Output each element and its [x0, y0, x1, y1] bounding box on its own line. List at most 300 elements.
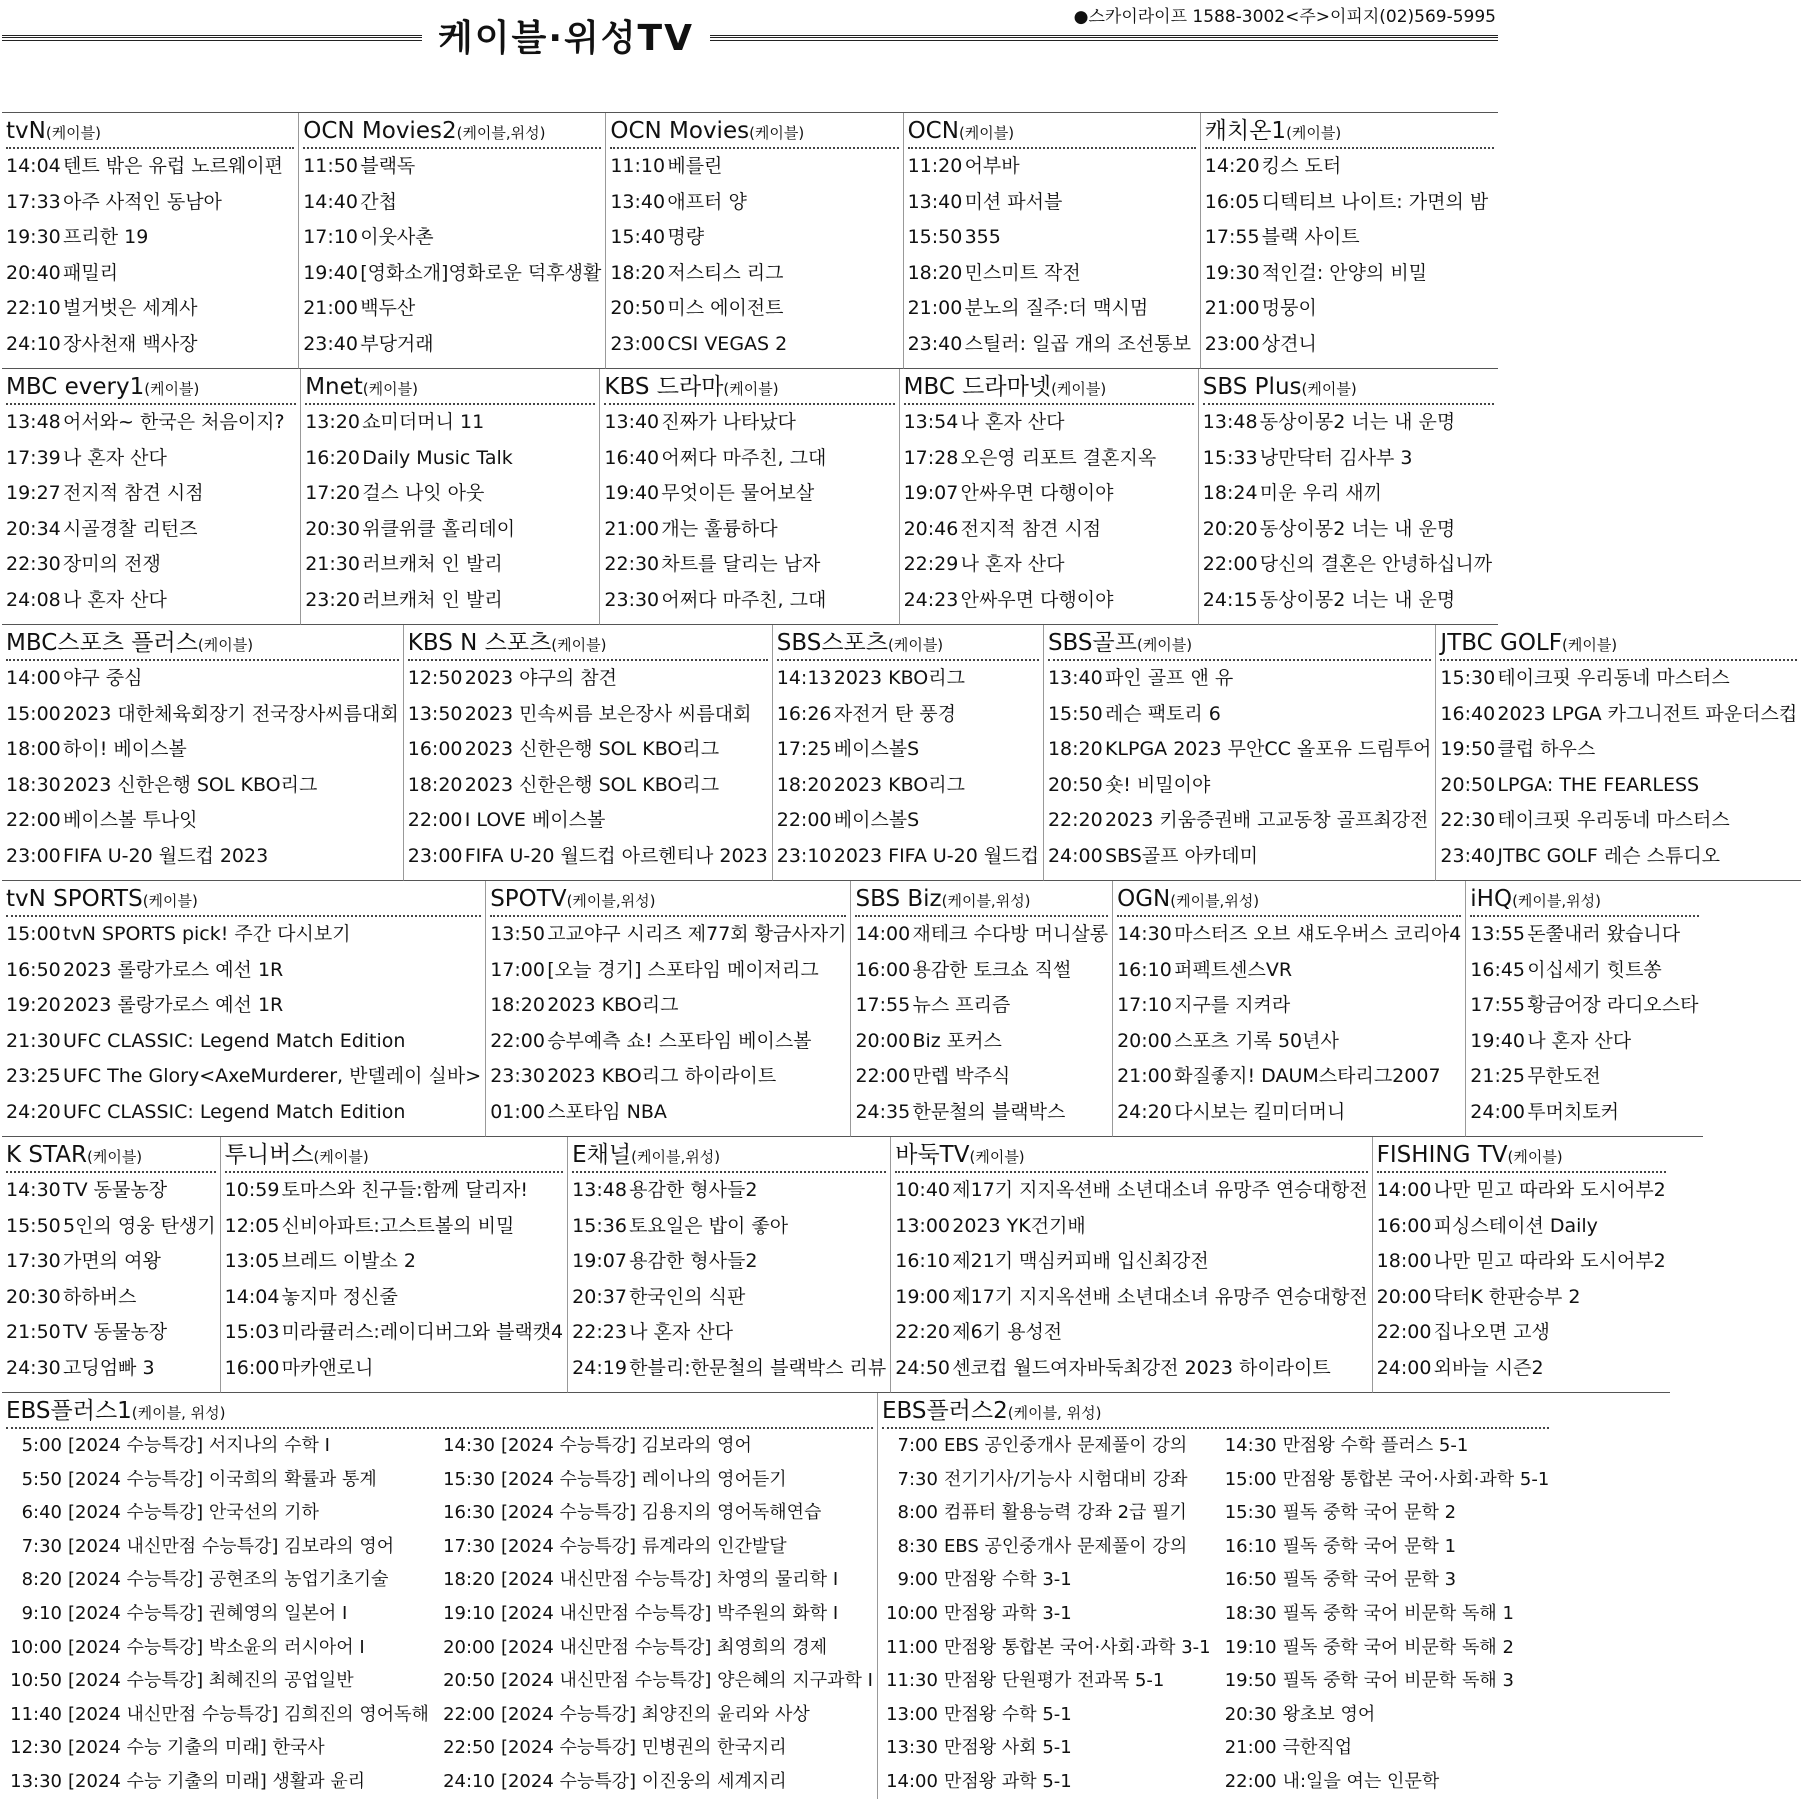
channel-name: EBS플러스2	[881, 1398, 1008, 1424]
program-time: 20:00	[1376, 1285, 1432, 1308]
program-item	[303, 220, 601, 256]
program-time: 8:30	[897, 1535, 938, 1557]
program-item	[1377, 1315, 1666, 1351]
program-title: 멍뭉이	[1261, 297, 1317, 319]
program-item	[895, 1351, 1367, 1387]
channel-column	[904, 113, 1201, 369]
program-time: 10:50	[10, 1670, 62, 1692]
program-title: 필독 중학 국어 문학 2	[1282, 1502, 1457, 1524]
program-title: 어쩌다 마주친, 그대	[661, 588, 827, 611]
program-item	[604, 405, 894, 441]
channel-header	[6, 113, 294, 149]
program-time: 13:40	[907, 190, 963, 213]
program-item	[6, 953, 481, 989]
program-time: 11:00	[886, 1636, 938, 1658]
channel-column	[301, 369, 600, 625]
program-item	[6, 1429, 429, 1463]
program-title: 2023 야구의 참견	[464, 667, 617, 689]
program-title: 민스미트 작전	[964, 261, 1081, 284]
program-title: [2024 내신만점 수능특강] 차영의 물리학 Ⅰ	[500, 1569, 839, 1591]
program-time: 12:05	[224, 1214, 280, 1237]
program-title: [영화소개]영화로운 덕후생활	[360, 261, 602, 284]
program-time: 10:00	[886, 1602, 938, 1624]
channel-name: JTBC GOLF	[1440, 630, 1562, 656]
program-title: 355	[964, 226, 1001, 248]
program-title: 2023 대한체육회장기 전국장사씨름대회	[63, 702, 399, 725]
program-title: 동상이몽2 너는 내 운명	[1259, 517, 1456, 540]
channel-note: (케이블)	[1051, 380, 1107, 398]
program-item	[572, 1315, 886, 1351]
program-item	[908, 256, 1196, 292]
channel-note: (케이블)	[313, 1148, 369, 1166]
program-item	[1377, 1173, 1666, 1209]
channel-note: (케이블,위성)	[456, 124, 546, 142]
program-time: 17:20	[305, 482, 360, 504]
program-title: 나만 믿고 따라와 도시어부2	[1433, 1179, 1666, 1201]
program-item	[6, 1315, 216, 1351]
program-title: 동상이몽2 너는 내 운명	[1259, 411, 1456, 433]
program-title: [2024 수능 기출의 미래] 생활과 윤리	[68, 1770, 366, 1792]
program-time: 13:00	[886, 1703, 938, 1725]
program-item	[882, 1429, 1211, 1463]
program-time: 22:20	[1047, 809, 1103, 831]
program-item	[572, 1173, 886, 1209]
program-time: 16:45	[1470, 958, 1526, 981]
program-time: 20:46	[903, 517, 959, 540]
channel-name: SBS골프	[1047, 630, 1137, 656]
program-time: 14:00	[1376, 1179, 1432, 1201]
program-time: 13:00	[895, 1214, 951, 1237]
program-time: 22:10	[6, 297, 61, 319]
program-title: SBS골프 아카데미	[1104, 844, 1258, 867]
channel-header	[225, 1137, 564, 1173]
program-time: 11:10	[610, 155, 666, 177]
program-item	[1117, 1095, 1461, 1131]
program-title: 개는 훌륭하다	[661, 517, 778, 540]
program-item	[855, 1095, 1108, 1131]
page-header	[0, 0, 1500, 112]
program-item	[1440, 732, 1797, 768]
program-title: 왕초보 영어	[1282, 1703, 1376, 1725]
program-time: 20:30	[1224, 1703, 1277, 1725]
channel-note: (케이블, 위성)	[1007, 1404, 1102, 1422]
program-item	[572, 1244, 886, 1280]
program-title: 무엇이든 물어보살	[661, 482, 815, 504]
program-time: 11:30	[886, 1670, 938, 1692]
program-item	[882, 1731, 1211, 1765]
program-time: 24:00	[1470, 1100, 1526, 1123]
channel-column	[1199, 369, 1498, 625]
program-time: 18:00	[1376, 1250, 1432, 1272]
program-item	[1221, 1496, 1550, 1530]
channel-note: (케이블,위성)	[941, 892, 1031, 910]
program-title: 황금어장 라디오스타	[1527, 994, 1699, 1016]
program-item	[490, 1095, 846, 1131]
program-time: 17:25	[776, 738, 832, 760]
program-time: 18:20	[776, 773, 832, 796]
program-item	[604, 547, 894, 583]
program-list	[6, 1429, 873, 1799]
program-title: 스틸러: 일곱 개의 조선통보	[964, 332, 1191, 355]
channel-header	[895, 1137, 1367, 1173]
program-item	[6, 583, 296, 619]
program-item	[882, 1664, 1211, 1698]
program-title: 동상이몽2 너는 내 운명	[1259, 588, 1456, 611]
channel-column	[878, 1393, 1553, 1799]
program-item	[1440, 768, 1797, 804]
program-item	[1205, 291, 1494, 327]
program-title: 어서와~ 한국은 처음이지?	[63, 411, 285, 433]
program-title: [2024 수능특강] 박소윤의 러시아어 Ⅰ	[68, 1636, 365, 1658]
program-title: 스포츠 기록 50년사	[1174, 1029, 1339, 1052]
program-item	[1470, 1024, 1698, 1060]
program-time: 18:20	[1047, 738, 1103, 760]
program-time: 21:00	[1224, 1737, 1277, 1759]
program-title: 백두산	[360, 297, 416, 319]
program-item	[855, 1024, 1108, 1060]
title-rule-left	[2, 35, 422, 41]
program-title: 쇼미더머니 11	[362, 411, 485, 433]
program-time: 14:04	[6, 155, 61, 177]
channel-name: OGN	[1117, 886, 1171, 912]
program-title: UFC CLASSIC: Legend Match Edition	[63, 1100, 406, 1123]
channel-block	[2, 625, 1798, 881]
program-time: 19:30	[1204, 261, 1260, 284]
program-title: 2023 신한은행 SOL KBO리그	[63, 773, 318, 796]
program-time: 8:20	[21, 1569, 62, 1591]
program-time: 13:50	[490, 923, 545, 945]
program-time: 13:48	[1202, 411, 1258, 433]
program-title: 신비아파트:고스트볼의 비밀	[281, 1214, 515, 1237]
program-title: TV 동물농장	[63, 1321, 168, 1343]
program-title: 돈쭐내러 왔습니다	[1527, 923, 1681, 945]
program-item	[1470, 1059, 1698, 1095]
program-title: 용감한 형사들2	[629, 1179, 758, 1201]
program-time: 21:50	[6, 1321, 61, 1343]
program-item	[303, 185, 601, 221]
channel-note: (케이블)	[749, 124, 805, 142]
program-item	[490, 1024, 846, 1060]
program-title: Daily Music Talk	[362, 446, 513, 469]
channel-block	[2, 113, 1498, 369]
program-time: 24:08	[6, 588, 61, 611]
program-title: JTBC GOLF 레슨 스튜디오	[1497, 844, 1721, 867]
program-item	[855, 953, 1108, 989]
program-item	[6, 1351, 216, 1387]
program-time: 24:00	[1047, 844, 1103, 867]
program-item	[1117, 917, 1461, 953]
program-time: 16:10	[1117, 958, 1172, 981]
program-title: 차트를 달리는 남자	[661, 553, 821, 575]
program-item	[303, 149, 601, 185]
program-time: 13:55	[1470, 923, 1526, 945]
program-item	[439, 1664, 873, 1698]
program-title: 당신의 결혼은 안녕하십니까	[1259, 553, 1493, 575]
channel-note: (케이블)	[1286, 124, 1342, 142]
program-title: [오늘 경기] 스포타임 메이저리그	[547, 958, 819, 981]
channel-name: SPOTV	[490, 886, 567, 912]
program-time: 20:34	[6, 517, 61, 540]
program-title: 베이스볼S	[833, 809, 920, 831]
program-item	[408, 839, 768, 875]
program-title: 야구 중심	[63, 667, 143, 689]
program-item	[6, 512, 296, 548]
channel-note: (케이블)	[1507, 1148, 1563, 1166]
program-item	[882, 1597, 1211, 1631]
program-title: 고교야구 시리즈 제77회 황금사자기	[547, 923, 847, 945]
program-time: 22:30	[1440, 809, 1496, 831]
channel-column	[891, 1137, 1372, 1393]
program-item	[490, 917, 846, 953]
program-title: 러브캐처 인 발리	[362, 588, 503, 611]
program-time: 16:00	[407, 738, 463, 760]
program-item	[6, 256, 294, 292]
channel-column	[2, 113, 299, 369]
program-title: 필독 중학 국어 비문학 독해 2	[1282, 1636, 1514, 1658]
program-time: 14:20	[1204, 155, 1260, 177]
program-item	[6, 220, 294, 256]
program-title: 투머치토커	[1527, 1100, 1620, 1123]
program-title: 아주 사적인 동남아	[63, 190, 222, 213]
program-item	[6, 1244, 216, 1280]
program-time: 19:40	[604, 482, 660, 504]
program-time: 13:30	[10, 1770, 62, 1792]
program-item	[1221, 1731, 1550, 1765]
channel-name: tvN SPORTS	[6, 886, 143, 912]
program-item	[604, 583, 894, 619]
program-title: 2023 신한은행 SOL KBO리그	[464, 738, 720, 760]
channel-header	[1117, 881, 1461, 917]
program-time: 21:30	[6, 1029, 61, 1052]
program-time: 9:00	[897, 1569, 938, 1591]
program-time: 15:50	[6, 1214, 61, 1237]
program-time: 19:10	[443, 1602, 495, 1624]
schedule-grid	[2, 112, 1798, 1799]
channel-header	[6, 625, 399, 661]
program-item	[777, 697, 1039, 733]
program-item	[6, 441, 296, 477]
program-title: 장사천재 백사장	[63, 332, 198, 355]
program-item	[6, 661, 399, 697]
program-title: 전지적 참견 시점	[960, 517, 1102, 540]
program-time: 19:07	[903, 482, 959, 504]
program-time: 15:00	[6, 923, 61, 945]
program-item	[604, 476, 894, 512]
program-time: 20:30	[305, 517, 360, 540]
program-item	[6, 327, 294, 363]
program-time: 15:33	[1202, 446, 1258, 469]
program-title: [2024 수능특강] 서지나의 수학 Ⅰ	[68, 1435, 330, 1456]
program-item	[6, 1173, 216, 1209]
program-title: 이십세기 힛트쏭	[1527, 958, 1662, 981]
program-item	[882, 1530, 1211, 1564]
program-time: 17:10	[1117, 994, 1172, 1016]
program-title: 필독 중학 국어 비문학 독해 3	[1282, 1670, 1514, 1692]
channel-block	[2, 1137, 1666, 1393]
program-title: [2024 수능특강] 이국희의 확률과 통계	[68, 1468, 377, 1490]
program-title: 분노의 질주:더 맥시멈	[964, 297, 1149, 319]
program-time: 17:28	[903, 446, 959, 469]
channel-name: FISHING TV	[1376, 1142, 1508, 1168]
program-title: [2024 수능 기출의 미래] 한국사	[68, 1737, 325, 1759]
program-item	[908, 327, 1196, 363]
program-title: 뉴스 프리즘	[912, 994, 1011, 1016]
program-title: 저스티스 리그	[667, 261, 784, 284]
program-title: 마스터즈 오브 섀도우버스 코리아4	[1174, 923, 1462, 945]
program-item	[303, 256, 601, 292]
program-title: EBS 공인중개사 문제풀이 강의	[943, 1435, 1188, 1456]
channel-column	[900, 369, 1199, 625]
program-time: 15:40	[610, 226, 666, 248]
program-item	[1048, 732, 1431, 768]
channel-name: Mnet	[305, 374, 363, 400]
channel-note: (케이블)	[958, 124, 1015, 142]
program-title: I LOVE 베이스볼	[464, 809, 606, 831]
program-item	[1470, 988, 1698, 1024]
program-title: 만점왕 과학 5-1	[943, 1770, 1072, 1792]
program-time: 13:05	[224, 1250, 280, 1272]
program-title: 위클위클 홀리데이	[362, 517, 516, 540]
program-item	[904, 476, 1194, 512]
program-item	[882, 1496, 1211, 1530]
program-item	[6, 1698, 429, 1732]
program-time: 6:40	[21, 1502, 62, 1524]
program-item	[610, 327, 898, 363]
program-title: 브레드 이발소 2	[281, 1250, 416, 1272]
program-time: 7:30	[897, 1468, 938, 1490]
channel-column	[2, 625, 404, 881]
channel-column	[299, 113, 606, 369]
program-title: 베를린	[667, 155, 723, 177]
program-time: 18:20	[907, 261, 963, 284]
program-title: 미운 우리 새끼	[1259, 482, 1383, 504]
channel-column	[2, 881, 486, 1137]
program-title: 자전거 탄 풍경	[833, 702, 956, 725]
program-item	[610, 220, 898, 256]
program-title: 미스 에이전트	[667, 297, 784, 319]
program-title: 제21기 맥심커피배 입신최강전	[952, 1250, 1209, 1272]
program-title: [2024 수능특강] 민병권의 한국지리	[500, 1737, 787, 1759]
program-item	[439, 1698, 873, 1732]
program-title: 블랙 사이트	[1261, 226, 1360, 248]
program-time: 17:55	[855, 994, 911, 1016]
program-time: 15:03	[224, 1321, 280, 1343]
program-time: 22:00	[1376, 1321, 1432, 1343]
channel-note: (케이블)	[1301, 380, 1357, 398]
program-item	[490, 988, 846, 1024]
program-title: 2023 KBO리그	[833, 773, 965, 796]
program-title: 2023 키움증권배 고교동창 골프최강전	[1104, 809, 1429, 831]
program-title: [2024 수능특강] 공현조의 농업기초기술	[68, 1569, 389, 1591]
program-item	[6, 476, 296, 512]
program-item	[6, 1631, 429, 1665]
program-item	[1205, 327, 1494, 363]
program-title: 진짜가 나타났다	[661, 411, 796, 433]
program-title: 시골경찰 리턴즈	[63, 517, 198, 540]
program-time: 17:39	[6, 446, 61, 469]
program-time: 10:59	[224, 1179, 280, 1201]
program-title: 적인걸: 안양의 비밀	[1261, 261, 1428, 284]
channel-column	[1373, 1137, 1670, 1393]
program-title: 지구를 지켜라	[1174, 994, 1291, 1016]
program-time: 21:00	[1204, 297, 1260, 319]
program-time: 7:00	[897, 1435, 938, 1456]
program-time: 13:40	[604, 411, 660, 433]
channel-note: (케이블,위성)	[1170, 892, 1260, 910]
program-item	[1048, 661, 1431, 697]
program-item	[408, 768, 768, 804]
program-item	[1221, 1463, 1550, 1497]
program-title: 만렙 박주식	[912, 1065, 1011, 1087]
channel-name: SBS Biz	[855, 886, 942, 912]
program-item	[6, 405, 296, 441]
program-item	[777, 732, 1039, 768]
program-time: 22:20	[895, 1321, 951, 1343]
program-item	[1221, 1530, 1550, 1564]
channel-name: KBS N 스포츠	[407, 630, 552, 656]
program-title: [2024 내신만점 수능특강] 김희진의 영어독해	[68, 1703, 429, 1725]
channel-name: SBS스포츠	[776, 630, 888, 656]
program-title: 나만 믿고 따라와 도시어부2	[1433, 1250, 1666, 1272]
program-time: 24:50	[895, 1356, 951, 1379]
program-item	[855, 1059, 1108, 1095]
program-item	[1470, 953, 1698, 989]
channel-name: OCN Movies2	[303, 118, 457, 144]
program-time: 16:00	[1376, 1214, 1432, 1237]
program-title: 킹스 도터	[1261, 155, 1342, 177]
program-title: 만점왕 통합본 국어·사회·과학 3-1	[943, 1636, 1211, 1658]
program-item	[439, 1597, 873, 1631]
program-time: 20:00	[1117, 1029, 1172, 1052]
channel-name: 투니버스	[224, 1142, 314, 1168]
program-title: 2023 롤랑가로스 예선 1R	[63, 958, 284, 981]
program-title: [2024 수능특강] 최혜진의 공업일반	[68, 1670, 354, 1692]
program-item	[6, 768, 399, 804]
program-time: 20:00	[443, 1636, 495, 1658]
program-title: 2023 LPGA 카그니전트 파운더스컵	[1497, 702, 1798, 725]
program-item	[1221, 1765, 1550, 1799]
channel-column	[2, 1137, 221, 1393]
channel-column	[773, 625, 1044, 881]
program-item	[6, 1209, 216, 1245]
program-title: 만점왕 수학 3-1	[943, 1569, 1072, 1591]
program-time: 16:40	[604, 446, 660, 469]
program-time: 20:50	[1440, 773, 1496, 796]
program-title: 고딩엄빠 3	[63, 1356, 155, 1379]
program-title: 5인의 영웅 탄생기	[63, 1214, 216, 1237]
program-time: 13:40	[610, 190, 666, 213]
program-time: 15:00	[6, 702, 61, 725]
program-title: 러브캐처 인 발리	[362, 553, 503, 575]
program-time: 22:23	[572, 1321, 627, 1343]
program-title: 화질좋지! DAUM스타리그2007	[1174, 1065, 1441, 1087]
program-item	[1205, 220, 1494, 256]
channel-column	[1436, 625, 1801, 881]
program-time: 17:10	[303, 226, 358, 248]
program-item	[6, 1024, 481, 1060]
program-item	[1377, 1244, 1666, 1280]
program-time: 13:30	[886, 1737, 938, 1759]
program-item	[6, 1095, 481, 1131]
program-item	[1440, 661, 1797, 697]
channel-name: K STAR	[6, 1142, 87, 1168]
program-title: 제6기 용성전	[952, 1321, 1063, 1343]
channel-column	[1466, 881, 1702, 1137]
channel-header	[777, 625, 1039, 661]
program-title: 극한직업	[1282, 1737, 1353, 1759]
program-item	[305, 476, 595, 512]
program-item	[1205, 149, 1494, 185]
